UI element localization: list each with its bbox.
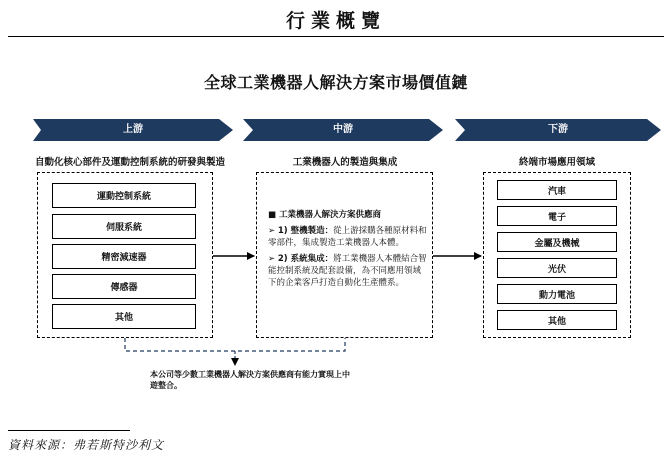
integration-note: 本公司等少數工業機器人解決方案供應商有能力實現上中遊整合。 bbox=[150, 370, 350, 390]
midstream-heading: 工業機器人的製造與集成 bbox=[292, 157, 398, 168]
midstream-point-label: 2) 系統集成： bbox=[277, 254, 334, 264]
downstream-heading: 終端市場應用領域 bbox=[518, 157, 595, 168]
midstream-point-text: 從上游採購各種原材料和零部件，集成製造工業機器人本體。 bbox=[268, 226, 427, 248]
upstream-item: 其他 bbox=[52, 304, 196, 329]
downstream-item: 金屬及機械 bbox=[497, 232, 617, 252]
upstream-item: 運動控制系統 bbox=[52, 183, 196, 208]
downstream-item: 電子 bbox=[497, 206, 617, 226]
downstream-item: 動力電池 bbox=[497, 284, 617, 304]
chevron-right-icon: ➢ bbox=[268, 226, 276, 236]
downstream-item: 光伏 bbox=[497, 258, 617, 278]
midstream-provider-label: 工業機器人解決方案供應商 bbox=[279, 210, 382, 220]
upstream-item: 傳感器 bbox=[52, 274, 196, 299]
stage-label-upstream: 上游 bbox=[123, 124, 143, 135]
stage-label-midstream: 中游 bbox=[333, 124, 353, 135]
upstream-heading: 自動化核心部件及運動控制系統的研發與製造 bbox=[34, 157, 225, 168]
chevron-right-icon: ➢ bbox=[268, 254, 276, 264]
downstream-item: 汽車 bbox=[497, 180, 617, 200]
source-caption: 資料來源：弗若斯特沙利文 bbox=[8, 438, 165, 452]
upstream-item: 伺服系統 bbox=[52, 214, 196, 239]
upstream-item: 精密減速器 bbox=[52, 244, 196, 269]
diagram-title: 全球工業機器人解決方案市場價值鏈 bbox=[203, 73, 468, 92]
source-divider bbox=[8, 430, 130, 431]
page-header-title: 行業概覽 bbox=[285, 10, 386, 32]
midstream-point-label: 1) 整機製造： bbox=[277, 226, 334, 236]
downstream-item: 其他 bbox=[497, 310, 617, 330]
midstream-provider: ■ 工業機器人解決方案供應商 bbox=[268, 210, 382, 220]
midstream-point-text: 將工業機器人本體結合智能控制系統及配套設備，為不同應用領域下的企業客戶打造自動化生產體系。 bbox=[268, 254, 427, 288]
stage-label-downstream: 下游 bbox=[548, 124, 568, 135]
integration-bracket bbox=[125, 338, 345, 351]
